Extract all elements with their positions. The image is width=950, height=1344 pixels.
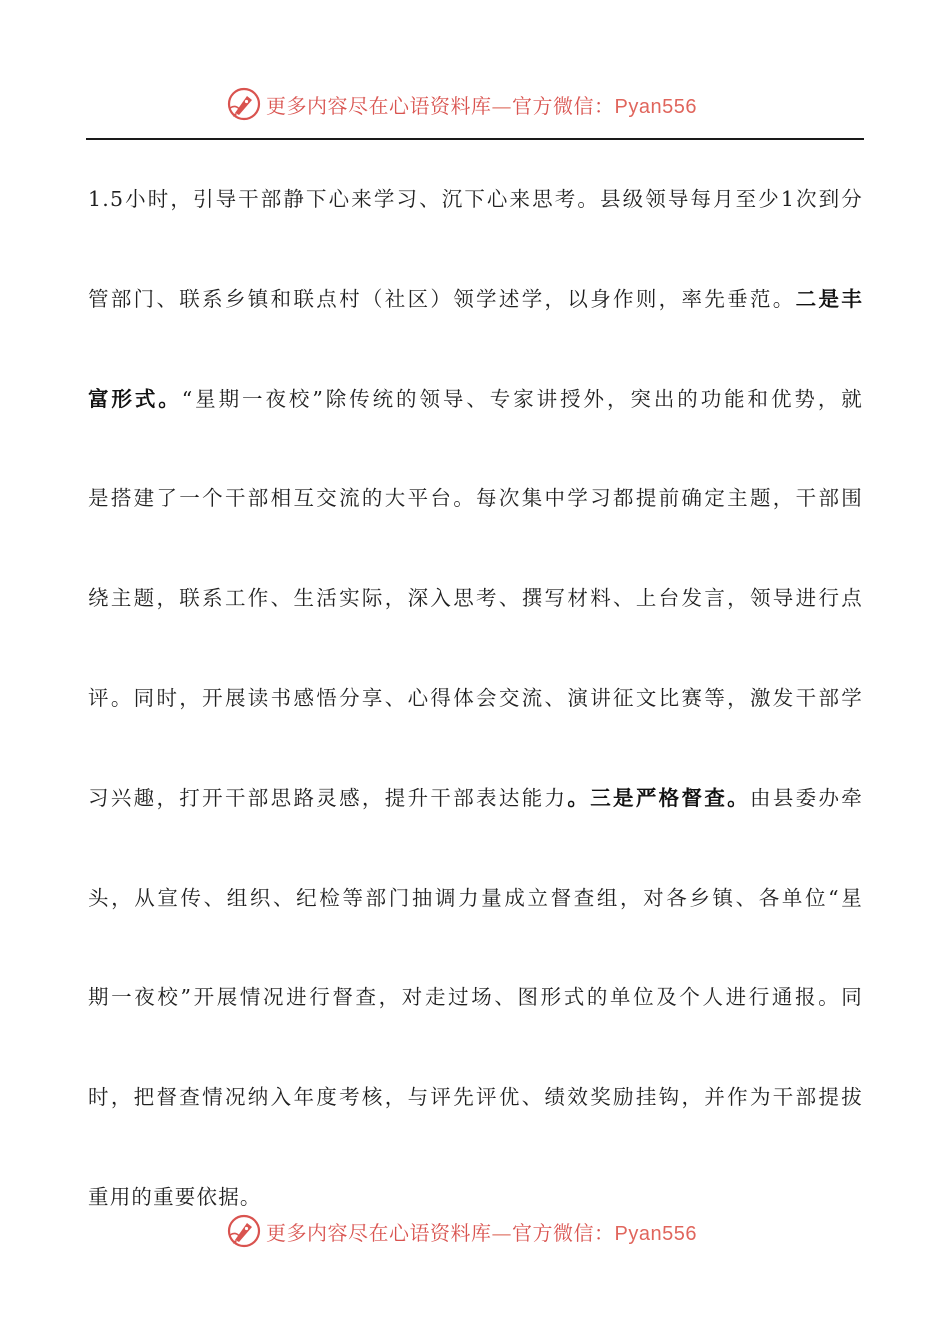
text-segment: 头，从宣传、组织、纪检等部门抽调力量成立督查组，对各乡镇、各单位“星 — [88, 885, 863, 910]
text-segment: 由县委办牵 — [750, 785, 863, 810]
text-line — [88, 649, 863, 749]
text-line — [88, 549, 863, 649]
text-line — [88, 948, 863, 1048]
header-rule — [86, 138, 864, 140]
text-line — [88, 350, 863, 450]
text-segment: 管部门、联系乡镇和联点村（社区）领学述学，以身作则，率先垂范。 — [88, 286, 796, 311]
footer-brand: 更多内容尽在心语资料库 — [266, 1220, 492, 1245]
text-segment: “星期一夜校”除传统的领导、专家讲授外，突出的功能和优势，就 — [181, 386, 863, 411]
body-text — [88, 150, 863, 1248]
text-segment: 期一夜校”开展情况进行督查，对走过场、图形式的单位及个人进行通报。同 — [88, 985, 863, 1010]
header-text — [266, 90, 697, 119]
footer-separator: — — [491, 1220, 512, 1245]
bold-heading-segment: 富形式。 — [88, 386, 182, 411]
text-segment: 时，把督查情况纳入年度考核，与评先评优、绩效奖励挂钩，并作为干部提拔 — [88, 1085, 863, 1110]
bold-heading-segment: 二是丰 — [795, 286, 863, 311]
header-separator: — — [491, 93, 512, 118]
text-segment: 是搭建了一个干部相互交流的大平台。每次集中学习都提前确定主题，干部围 — [88, 486, 863, 511]
header-banner — [226, 84, 746, 124]
text-segment: 绕主题，联系工作、生活实际，深入思考、撰写材料、上台发言，领导进行点 — [88, 586, 863, 611]
footer-banner — [226, 1211, 746, 1251]
header-wechat-label: 官方微信： — [512, 93, 615, 118]
footer-text — [266, 1217, 697, 1246]
text-line — [88, 1048, 863, 1148]
text-line — [88, 250, 863, 350]
header-wechat-account: Pyan556 — [614, 95, 697, 118]
pen-nib-logo-icon — [226, 1213, 262, 1249]
pen-nib-logo-icon — [226, 86, 262, 122]
bold-heading-segment: 。三是严格督查。 — [567, 785, 750, 810]
text-segment: 重用的重要依据。 — [88, 1184, 262, 1209]
text-line — [88, 749, 863, 849]
text-segment: 习兴趣，打开干部思路灵感，提升干部表达能力 — [88, 785, 568, 810]
text-line — [88, 449, 863, 549]
text-line — [88, 150, 863, 250]
text-segment: 1.5小时，引导干部静下心来学习、沉下心来思考。县级领导每月至少1次到分 — [88, 187, 863, 211]
text-segment: 评。同时，开展读书感悟分享、心得体会交流、演讲征文比赛等，激发干部学 — [88, 685, 863, 710]
header-brand: 更多内容尽在心语资料库 — [266, 93, 492, 118]
footer-wechat-label: 官方微信： — [512, 1220, 615, 1245]
footer-wechat-account: Pyan556 — [614, 1222, 697, 1245]
text-line — [88, 849, 863, 949]
